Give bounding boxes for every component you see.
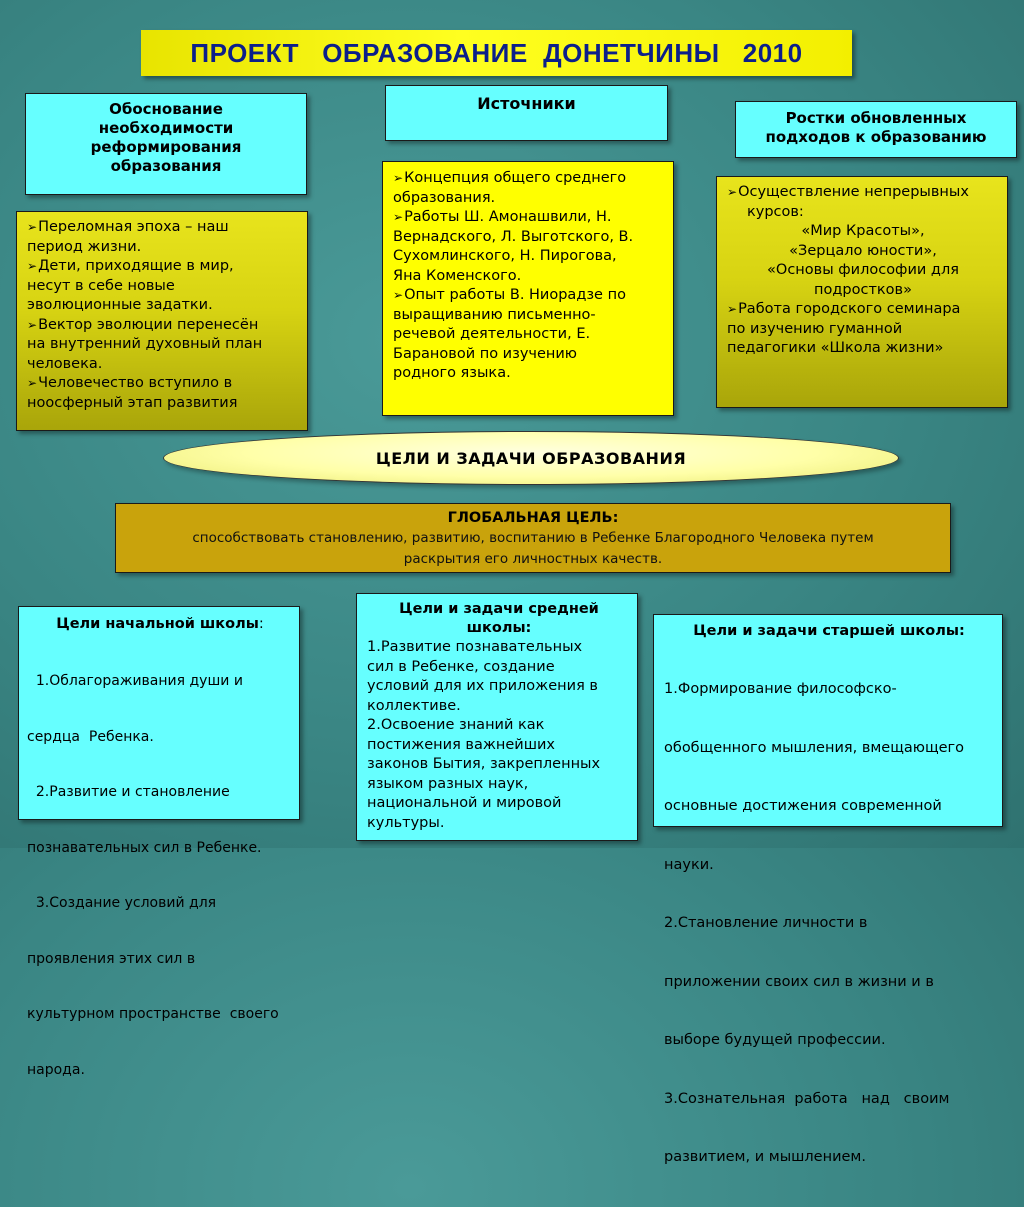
goals-tasks-title: ЦЕЛИ И ЗАДАЧИ ОБРАЗОВАНИЯ [375, 448, 687, 468]
list-item: ➢Концепция общего среднего образования. [393, 170, 627, 206]
arrow-bullet-icon: ➢ [27, 220, 38, 234]
course-list: «Мир Красоты», «Зерцало юности», «Основы философии для подростков» [767, 223, 959, 298]
sprouts-header-box [735, 101, 1017, 158]
primary-school-header: Цели начальной школы: [56, 616, 264, 632]
sources-header: Источники [477, 94, 576, 113]
justification-header-box [25, 93, 307, 195]
middle-school-text: 1.Развитие познавательных сил в Ребенке, создание условий для их приложения в коллективе. 2.Освоение знаний как постижения важнейших законов Бытия, закрепленных языком разных наук, национальной и мировой культуры. [367, 639, 601, 831]
justification-header: Обоснование необходимости реформирования образования [90, 100, 242, 175]
goals-tasks-ellipse [163, 431, 899, 485]
justification-list-box [16, 211, 308, 431]
primary-school-text: 1.Облагораживания души и сердца Ребенка. 2.Развитие и становление познавательных сил в Ребенке. 3.Создание условий для проявления этих сил в культурном пространстве своего народа. [27, 673, 279, 1078]
arrow-bullet-icon: ➢ [393, 288, 404, 302]
senior-school-text: 1.Формирование философско- обобщенного мышления, вмещающего основные достижения современной науки. 2.Становление личности в приложении своих сил в жизни и в выборе будущей профессии. 3.Сознательная работа над своим развитием, и мышлением. [664, 681, 965, 1165]
sprouts-header: Ростки обновленных подходов к образованию [765, 109, 987, 146]
senior-school-header: Цели и задачи старшей школы: [693, 623, 965, 639]
arrow-bullet-icon: ➢ [27, 259, 38, 273]
sources-list-box [382, 161, 674, 416]
primary-school-box [18, 606, 300, 1078]
justification-list [27, 218, 299, 413]
list-item: ➢Вектор эволюции перенесён на внутренний духовный план человека. [27, 316, 263, 372]
sprouts-list [727, 183, 999, 359]
title-banner [141, 30, 852, 76]
sprouts-list-box [716, 176, 1008, 408]
list-item: ➢Работы Ш. Амонашвили, Н. Вернадского, Л. Выготского, В. Сухомлинского, Н. Пирогова, Яна Коменского. [393, 209, 634, 284]
list-item: ➢Работа городского семинара по изучению гуманной педагогики «Школа жизни» [727, 301, 961, 356]
sources-header-box [385, 85, 668, 141]
page-title: ПРОЕКТ ОБРАЗОВАНИЕ ДОНЕТЧИНЫ 2010 [190, 37, 803, 68]
senior-school-box [653, 614, 1003, 1165]
arrow-bullet-icon: ➢ [27, 317, 38, 332]
middle-school-box [356, 593, 638, 841]
global-goal-text: способствовать становлению, развитию, воспитанию в Ребенке Благородного Человека путем раскрытия его личностных качеств. [192, 530, 874, 567]
middle-school-header: Цели и задачи средней школы: [399, 601, 599, 636]
arrow-bullet-icon: ➢ [393, 210, 404, 224]
arrow-bullet-icon: ➢ [727, 185, 738, 199]
arrow-bullet-icon: ➢ [727, 302, 738, 316]
sources-list [393, 169, 665, 384]
global-goal-box [115, 503, 951, 573]
arrow-bullet-icon: ➢ [393, 171, 404, 185]
list-item: ➢Переломная эпоха – наш период жизни. [27, 219, 229, 255]
list-item: ➢Человечество вступило в ноосферный этап развития [27, 375, 238, 411]
arrow-bullet-icon: ➢ [27, 376, 38, 390]
list-item: ➢Опыт работы В. Ниорадзе по выращиванию письменно- речевой деятельности, Е. Барановой по изучению родного языка. [393, 287, 626, 381]
global-goal-header: ГЛОБАЛЬНАЯ ЦЕЛЬ: [447, 510, 619, 526]
list-item: ➢Дети, приходящие в мир, несут в себе новые эволюционные задатки. [27, 258, 234, 313]
list-item: ➢Осуществление непрерывных курсов: «Мир Красоты», «Зерцало юности», «Основы философии для подростков» [727, 183, 999, 300]
